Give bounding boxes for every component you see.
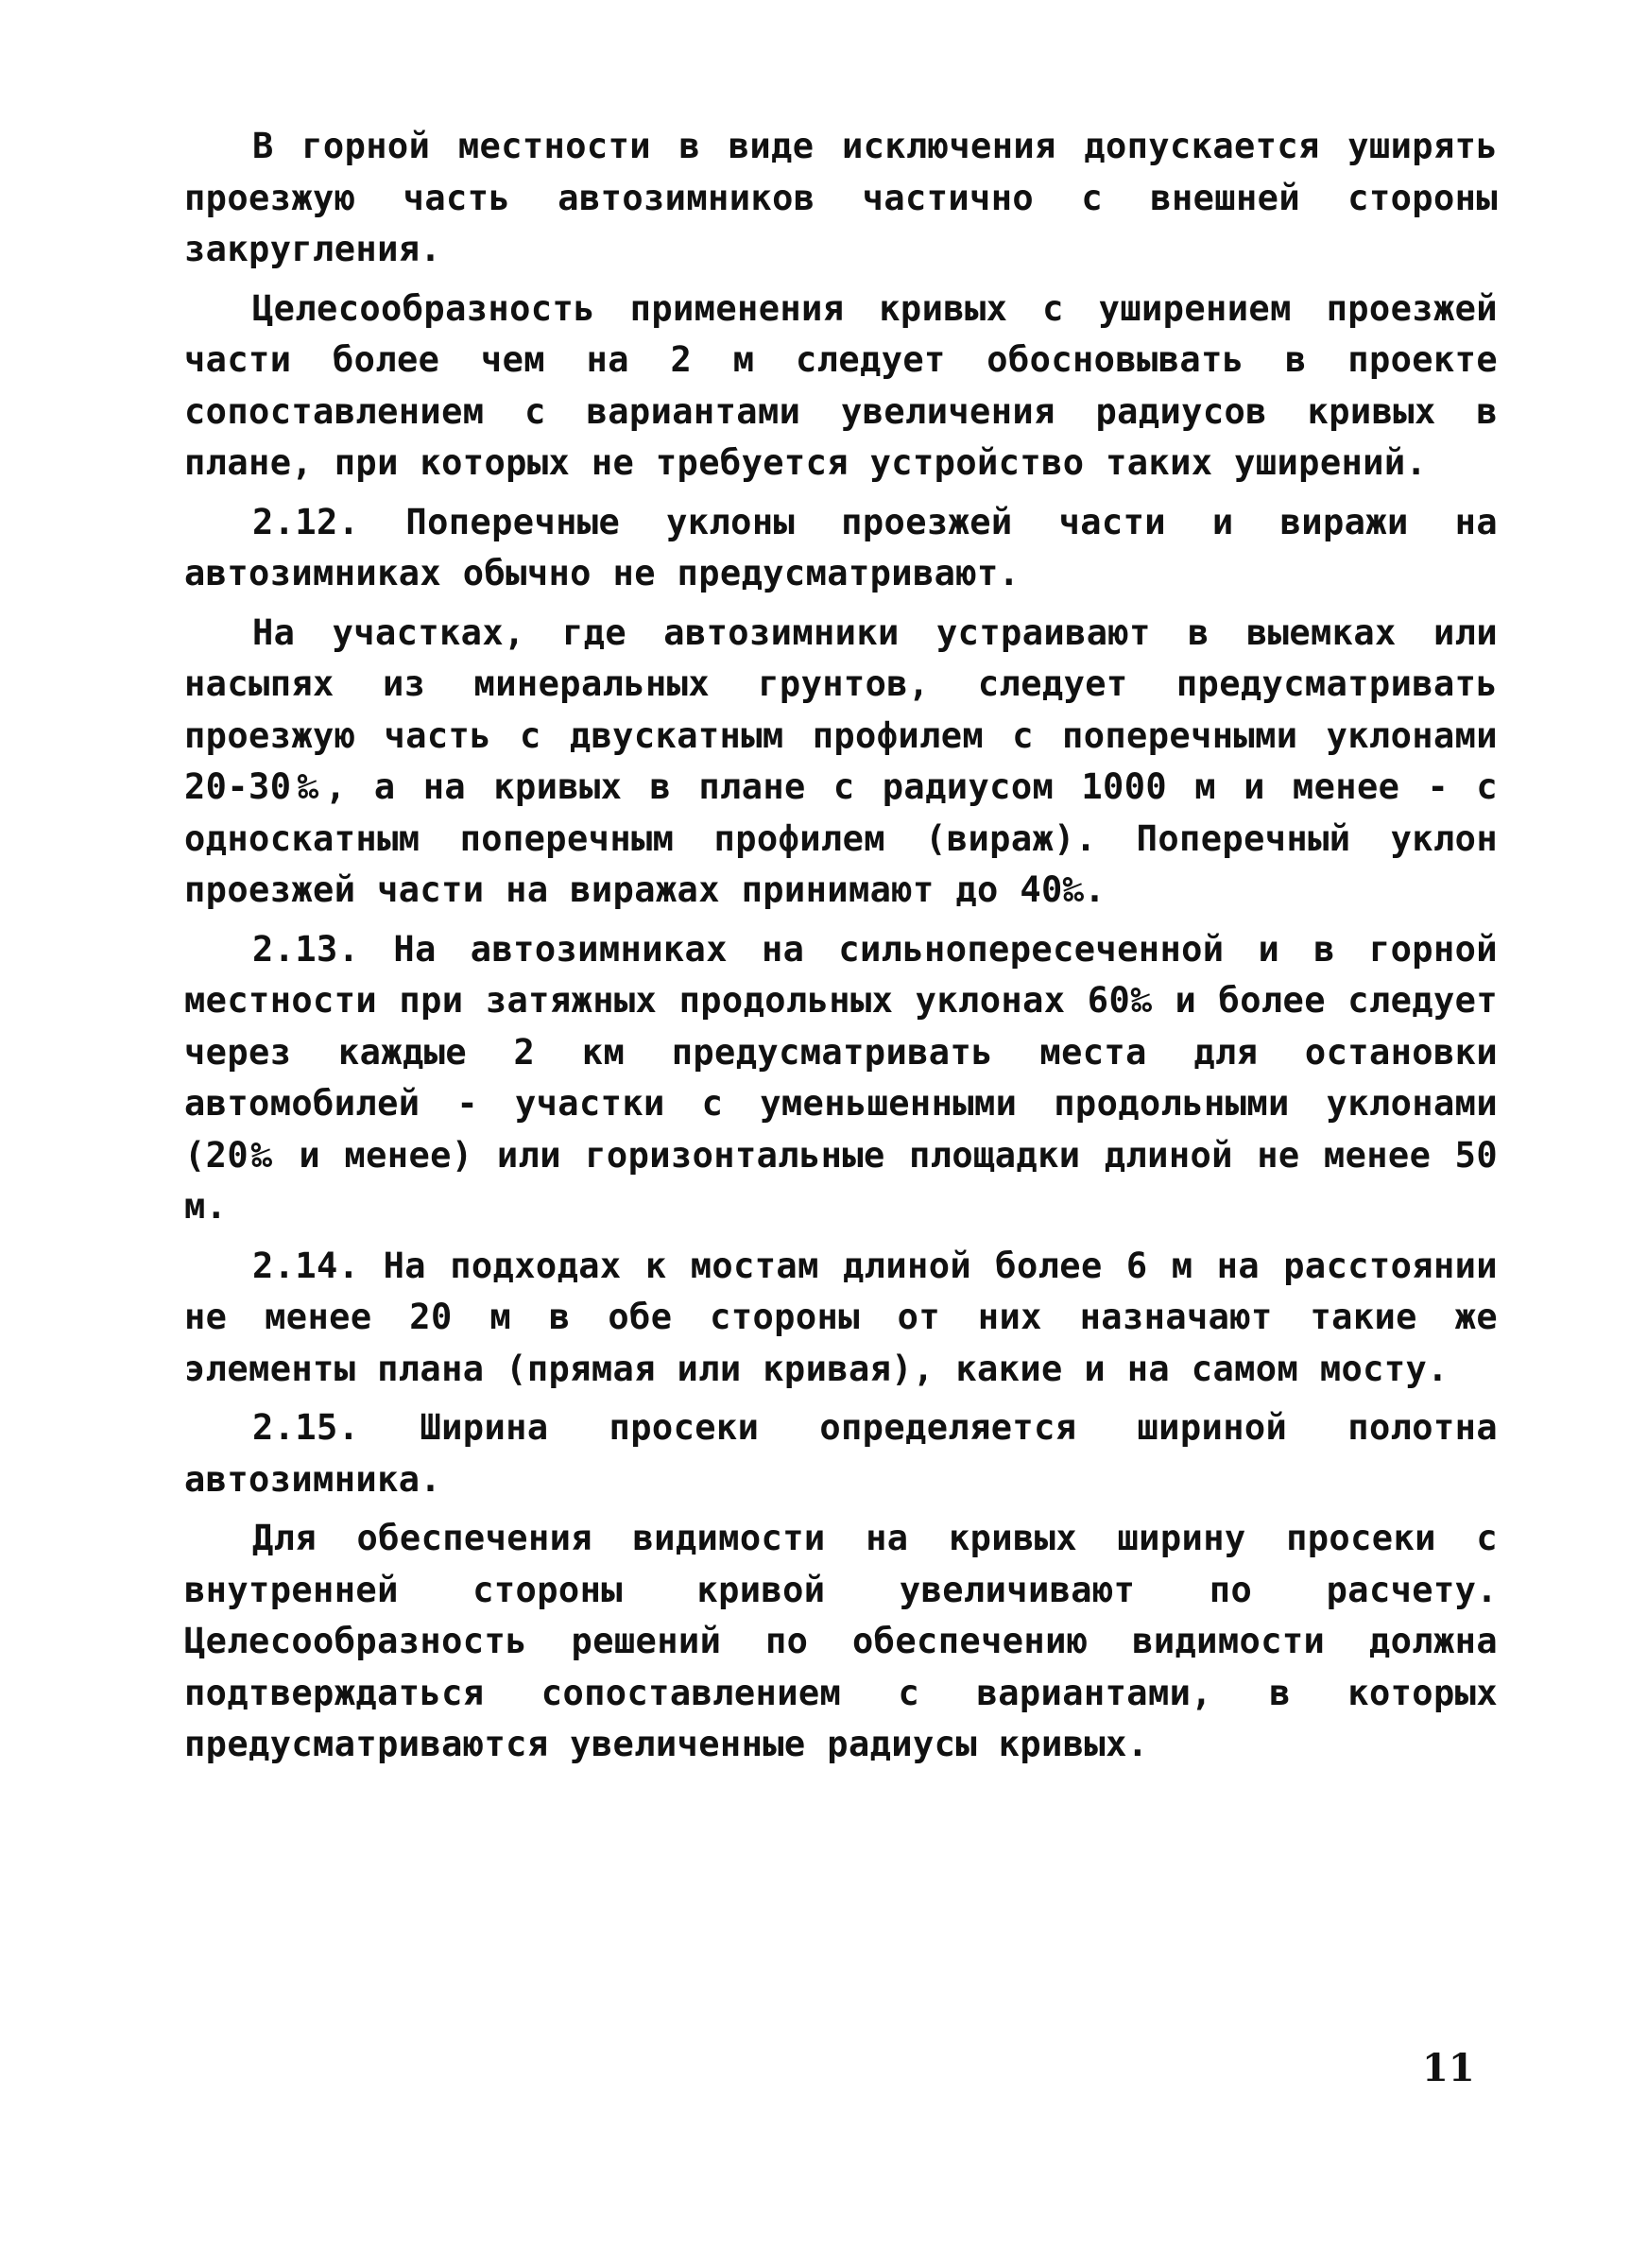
paragraph-text: На участках, где автозимники устраивают в выемках или насыпях из минеральных грунтов, следует предусматривать проезжую часть с двускатным профилем с поперечными уклонами 20-30‰, а на кривых в плане с радиусом 1000 м и менее - с односкатным поперечным профилем (вираж). Поперечный уклон проезжей части на виражах принимают до 40‰.	[184, 611, 1498, 910]
paragraph-2-15	[184, 1402, 1498, 1505]
paragraph-text: Ширина просеки определяется шириной полотна автозимника.	[184, 1407, 1499, 1500]
paragraph-text: Поперечные уклоны проезжей части и виражи на автозимниках обычно не предусматривают.	[184, 501, 1498, 593]
paragraph-text: Для обеспечения видимости на кривых ширину просеки с внутренней стороны кривой увеличивают по расчету. Целесообразность решений по обеспечению видимости должна подтверждаться сопоставлением с вариантами, в которых предусматриваются увеличенные радиусы кривых.	[184, 1518, 1498, 1764]
paragraph-text: Целесообразность применения кривых с уширением проезжей части более чем на 2 м следует обосновывать в проекте сопоставлением с вариантами увеличения радиусов кривых в плане, при которых не требуется устройство таких уширений.	[184, 287, 1498, 483]
section-number: 2.12.	[252, 501, 360, 542]
paragraph-2-13	[184, 924, 1498, 1233]
paragraph-2-14	[184, 1241, 1498, 1396]
section-number: 2.13.	[252, 928, 360, 970]
paragraph-mountain-widening	[184, 121, 1498, 276]
section-number: 2.15.	[252, 1407, 360, 1448]
paragraph-2-12	[184, 497, 1498, 600]
section-number: 2.14.	[252, 1245, 360, 1286]
paragraph-text: На автозимниках на сильнопересеченной и в горной местности при затяжных продольных уклонах 60‰ и более следует через каждые 2 км предусматривать места для остановки автомобилей - участки с уменьшенными продольными уклонами (20‰ и менее) или горизонтальные площадки длиной не менее 50 м.	[184, 928, 1498, 1227]
paragraph-curve-widening-justification	[184, 284, 1498, 490]
paragraph-text: На подходах к мостам длиной более 6 м на расстоянии не менее 20 м в обе стороны от них назначают такие же элементы плана (прямая или кривая), какие и на самом мосту.	[184, 1245, 1498, 1389]
body-text	[184, 121, 1498, 1778]
page-number: 11	[1422, 2046, 1475, 2090]
paragraph-cross-profile	[184, 608, 1498, 917]
paragraph-text: В горной местности в виде исключения допускается уширять проезжую часть автозимников частично с внешней стороны закругления.	[184, 126, 1498, 269]
paragraph-visibility	[184, 1513, 1498, 1771]
